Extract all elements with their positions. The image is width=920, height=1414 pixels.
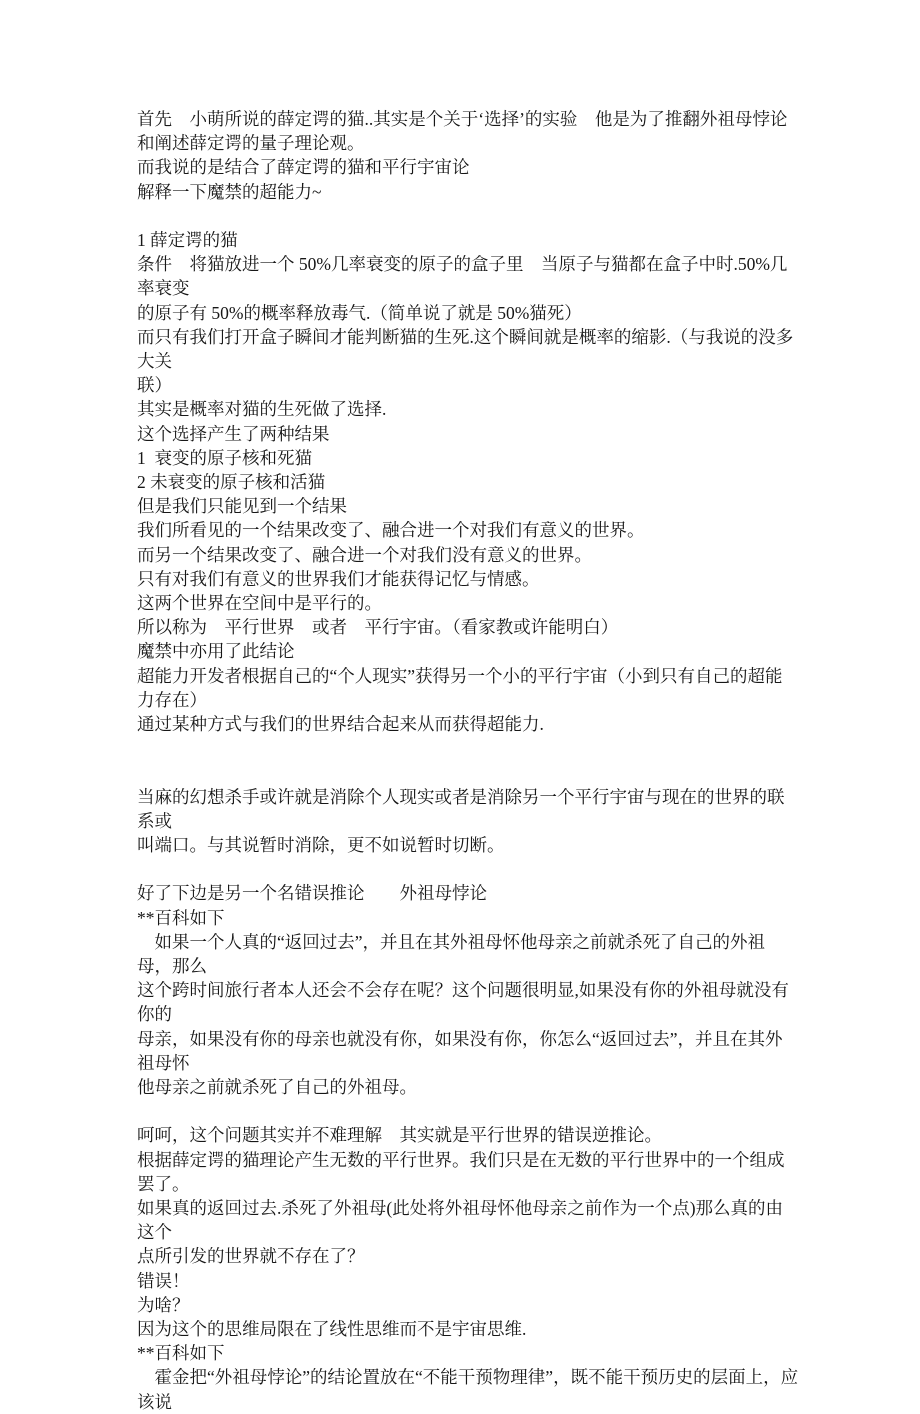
text-line: 当麻的幻想杀手或许就是消除个人现实或者是消除另一个平行宇宙与现在的世界的联系或	[137, 786, 785, 831]
text-line: 母亲，如果没有你的母亲也就没有你，如果没有你，你怎么“返回过去”，并且在其外祖母怀	[137, 1028, 783, 1073]
text-line: 只有对我们有意义的世界我们才能获得记忆与情感。	[137, 568, 540, 589]
text-line: 1 薛定谔的猫	[137, 230, 238, 250]
text-line: 通过某种方式与我们的世界结合起来从而获得超能力.	[137, 714, 544, 735]
text-line: 超能力开发者根据自己的“个人现实”获得另一个小的平行宇宙（小到只有自己的超能力存在）	[137, 665, 783, 710]
text-line: 2 未衰变的原子核和活猫	[137, 472, 326, 493]
text-line: 如果真的返回过去.杀死了外祖母(此处将外祖母怀他母亲之前作为一个点)那么真的由这个	[137, 1198, 784, 1243]
text-line: 首先 小萌所说的薛定谔的猫..其实是个关于‘选择’的实验 他是为了推翻外祖母悖论	[137, 109, 788, 129]
text-line: 这两个世界在空间中是平行的。	[137, 593, 382, 614]
blank-line	[137, 736, 799, 760]
text-line: 点所引发的世界就不存在了？	[137, 1246, 365, 1267]
text-line: 叫端口。与其说暂时消除，更不如说暂时切断。	[137, 835, 505, 856]
text-line: 其实是概率对猫的生死做了选择.	[137, 399, 387, 420]
text-line: 好了下边是另一个名错误推论 外祖母悖论	[137, 883, 487, 904]
text-line: 而我说的是结合了薛定谔的猫和平行宇宙论	[137, 157, 470, 178]
text-line: 呵呵，这个问题其实并不难理解 其实就是平行世界的错误逆推论。	[137, 1125, 662, 1146]
text-line: 1 衰变的原子核和死猫	[137, 447, 312, 468]
text-line: 所以称为 平行世界 或者 平行宇宙。（看家教或许能明白）	[137, 617, 619, 638]
text-line: 我们所看见的一个结果改变了、融合进一个对我们有意义的世界。	[137, 520, 645, 541]
text-line: 解释一下魔禁的超能力~	[137, 181, 322, 202]
blank-line	[137, 760, 799, 784]
text-line: 和阐述薛定谔的量子理论观。	[137, 133, 365, 154]
text-line: **百科如下	[137, 1343, 225, 1364]
text-line: 条件 将猫放进一个 50%几率衰变的原子的盒子里 当原子与猫都在盒子中时.50%几率衰变	[137, 254, 788, 299]
text-line: 但是我们只能见到一个结果	[137, 496, 347, 517]
text-line: 他母亲之前就杀死了自己的外祖母。	[137, 1077, 417, 1098]
text-line: 如果一个人真的“返回过去”，并且在其外祖母怀他母亲之前就杀死了自己的外祖母，那么	[137, 931, 766, 977]
blank-line	[137, 204, 799, 228]
document-text-block	[137, 107, 799, 1414]
text-line: 联）	[137, 375, 172, 396]
blank-line	[137, 1099, 799, 1123]
text-line: 而另一个结果改变了、融合进一个对我们没有意义的世界。	[137, 544, 592, 565]
text-line: 霍金把“外祖母悖论”的结论置放在“不能干预物理律”，既不能干预历史的层面上，应该说	[137, 1367, 799, 1412]
text-line: 错误！	[137, 1270, 190, 1291]
text-line: 的原子有 50%的概率释放毒气.（简单说了就是 50%猫死）	[137, 302, 582, 323]
text-line: **百科如下	[137, 907, 225, 928]
text-line: 根据薛定谔的猫理论产生无数的平行世界。我们只是在无数的平行世界中的一个组成罢了。	[137, 1149, 785, 1194]
text-line: 因为这个的思维局限在了线性思维而不是宇宙思维.	[137, 1319, 527, 1340]
text-line: 而只有我们打开盒子瞬间才能判断猫的生死.这个瞬间就是概率的缩影.（与我说的没多大关	[137, 326, 794, 372]
text-line: 这个选择产生了两种结果	[137, 423, 330, 444]
text-line: 魔禁中亦用了此结论	[137, 641, 295, 662]
text-line: 这个跨时间旅行者本人还会不会存在呢？这个问题很明显,如果没有你的外祖母就没有你的	[137, 980, 789, 1025]
blank-line	[137, 857, 799, 881]
text-line: 为啥？	[137, 1294, 190, 1315]
